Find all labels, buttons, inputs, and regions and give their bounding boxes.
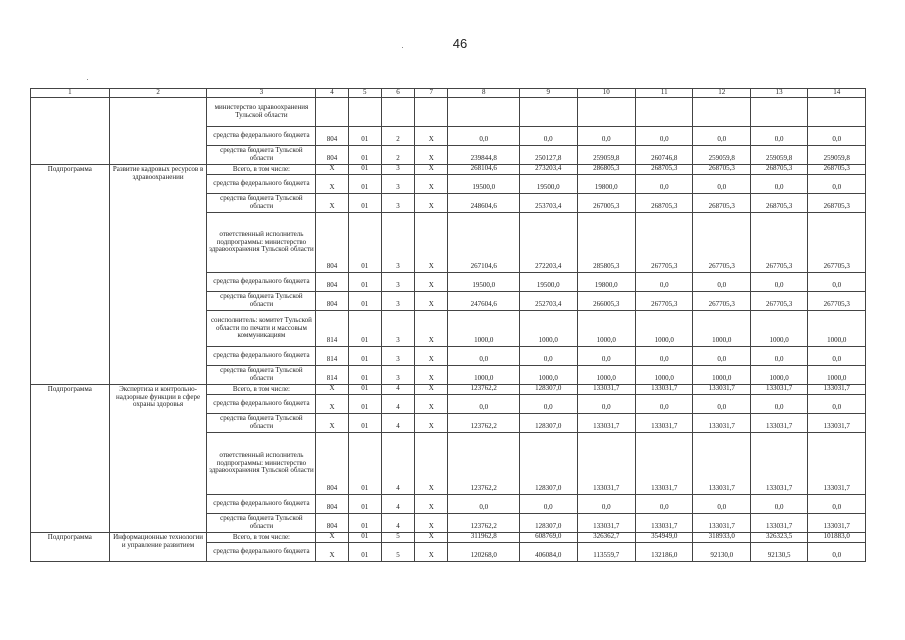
column-header: 5 <box>348 89 381 98</box>
value-cell: 133031,7 <box>693 385 750 395</box>
value-cell: Х <box>415 495 448 514</box>
value-cell: 268705,3 <box>693 165 750 175</box>
value-cell: 133031,7 <box>750 414 807 433</box>
value-cell: 0,0 <box>635 273 692 292</box>
row-label-cell: средства бюджета Тульской области <box>207 366 316 385</box>
value-cell: 804 <box>316 146 348 165</box>
value-cell: 0,0 <box>750 273 807 292</box>
value-cell: 0,0 <box>693 347 750 366</box>
value-cell: 0,0 <box>635 175 692 194</box>
row-label-cell: средства федерального бюджета <box>207 175 316 194</box>
value-cell: 1000,0 <box>808 366 866 385</box>
subprogram-name-cell: Развитие кадровых ресурсов в здравоохранении <box>109 165 207 385</box>
value-cell: 804 <box>316 213 348 273</box>
value-cell: 1000,0 <box>520 366 577 385</box>
value-cell: 2 <box>381 127 414 146</box>
value-cell: 01 <box>348 514 381 533</box>
value-cell: Х <box>316 194 348 213</box>
value-cell: 133031,7 <box>577 514 635 533</box>
row-label-cell: министерство здравоохранения Тульской области <box>207 98 316 127</box>
value-cell: Х <box>316 165 348 175</box>
value-cell: 311962,8 <box>448 533 520 543</box>
subprogram-type-cell: Подпрограмма <box>31 533 110 562</box>
value-cell: 0,0 <box>808 543 866 562</box>
row-label-cell: средства федерального бюджета <box>207 347 316 366</box>
value-cell: 267705,3 <box>808 213 866 273</box>
value-cell: 259059,8 <box>693 146 750 165</box>
value-cell: 3 <box>381 165 414 175</box>
value-cell: 123762,2 <box>448 514 520 533</box>
value-cell: 266005,3 <box>577 292 635 311</box>
value-cell: 804 <box>316 292 348 311</box>
value-cell: 01 <box>348 194 381 213</box>
value-cell: 1000,0 <box>693 311 750 347</box>
value-cell: 3 <box>381 175 414 194</box>
subprogram-name-cell: Экспертиза и контрольно-надзорные функции в сфере охраны здоровья <box>109 385 207 533</box>
value-cell: Х <box>415 292 448 311</box>
value-cell: 133031,7 <box>577 433 635 495</box>
value-cell: 0,0 <box>577 127 635 146</box>
column-header: 13 <box>750 89 807 98</box>
column-header: 2 <box>109 89 207 98</box>
value-cell: 1000,0 <box>635 366 692 385</box>
value-cell: 01 <box>348 127 381 146</box>
row-label-cell: средства федерального бюджета <box>207 127 316 146</box>
row-label-cell: средства федерального бюджета <box>207 273 316 292</box>
column-header: 7 <box>415 89 448 98</box>
value-cell: 133031,7 <box>577 414 635 433</box>
value-cell: 01 <box>348 292 381 311</box>
value-cell: Х <box>316 533 348 543</box>
value-cell: 4 <box>381 433 414 495</box>
column-header: 4 <box>316 89 348 98</box>
value-cell: 1000,0 <box>577 366 635 385</box>
value-cell: 01 <box>348 165 381 175</box>
value-cell: 0,0 <box>808 273 866 292</box>
value-cell: Х <box>415 165 448 175</box>
value-cell <box>520 98 577 127</box>
value-cell: 123762,2 <box>448 385 520 395</box>
value-cell: 259059,8 <box>808 146 866 165</box>
value-cell: 92130,5 <box>750 543 807 562</box>
column-header: 11 <box>635 89 692 98</box>
value-cell: 250127,8 <box>520 146 577 165</box>
row-label-cell: средства бюджета Тульской области <box>207 146 316 165</box>
value-cell: 01 <box>348 543 381 562</box>
value-cell <box>693 98 750 127</box>
value-cell: 0,0 <box>520 347 577 366</box>
value-cell: 285805,3 <box>577 213 635 273</box>
value-cell: 273203,4 <box>520 165 577 175</box>
value-cell: 267705,3 <box>693 213 750 273</box>
value-cell: 0,0 <box>693 127 750 146</box>
value-cell: 0,0 <box>448 127 520 146</box>
value-cell: Х <box>415 347 448 366</box>
value-cell: 1000,0 <box>750 311 807 347</box>
value-cell: 3 <box>381 366 414 385</box>
column-header: 6 <box>381 89 414 98</box>
value-cell: 0,0 <box>808 175 866 194</box>
value-cell: 133031,7 <box>808 514 866 533</box>
column-header: 8 <box>448 89 520 98</box>
value-cell: 0,0 <box>808 395 866 414</box>
subprogram-type-cell <box>31 98 110 165</box>
value-cell: Х <box>316 543 348 562</box>
value-cell <box>808 98 866 127</box>
value-cell: 0,0 <box>635 495 692 514</box>
value-cell: 0,0 <box>750 495 807 514</box>
value-cell: 267705,3 <box>750 292 807 311</box>
value-cell: 804 <box>316 433 348 495</box>
row-label-cell: Всего, в том числе: <box>207 385 316 395</box>
value-cell: Х <box>415 311 448 347</box>
value-cell: 123762,2 <box>448 433 520 495</box>
value-cell: 19800,0 <box>577 175 635 194</box>
value-cell: 268705,3 <box>693 194 750 213</box>
row-label-cell: Всего, в том числе: <box>207 165 316 175</box>
row-label-cell: средства федерального бюджета <box>207 495 316 514</box>
value-cell: 268705,3 <box>635 165 692 175</box>
value-cell: 01 <box>348 495 381 514</box>
value-cell: 804 <box>316 514 348 533</box>
table-row <box>31 165 866 175</box>
value-cell: Х <box>415 395 448 414</box>
value-cell: 01 <box>348 433 381 495</box>
value-cell: 259059,8 <box>577 146 635 165</box>
value-cell: Х <box>415 213 448 273</box>
column-header: 12 <box>693 89 750 98</box>
value-cell: 247604,6 <box>448 292 520 311</box>
value-cell: 01 <box>348 366 381 385</box>
value-cell: 0,0 <box>635 127 692 146</box>
value-cell: 128307,0 <box>520 514 577 533</box>
value-cell: 268705,3 <box>808 165 866 175</box>
value-cell: 120268,0 <box>448 543 520 562</box>
value-cell: 0,0 <box>577 347 635 366</box>
page-number: 46 <box>452 36 468 51</box>
value-cell: Х <box>415 127 448 146</box>
value-cell: 3 <box>381 347 414 366</box>
value-cell: 128307,0 <box>520 433 577 495</box>
value-cell: 3 <box>381 213 414 273</box>
column-header: 1 <box>31 89 110 98</box>
subprogram-name-cell: Информационные технологии и управление развитием <box>109 533 207 562</box>
value-cell: 268705,3 <box>635 194 692 213</box>
value-cell: 01 <box>348 414 381 433</box>
value-cell: 101883,0 <box>808 533 866 543</box>
value-cell: 1000,0 <box>693 366 750 385</box>
value-cell: 1000,0 <box>520 311 577 347</box>
value-cell: 3 <box>381 292 414 311</box>
value-cell: 267104,6 <box>448 213 520 273</box>
value-cell: 0,0 <box>448 495 520 514</box>
value-cell: 133031,7 <box>750 514 807 533</box>
value-cell: 267705,3 <box>693 292 750 311</box>
value-cell: 133031,7 <box>808 385 866 395</box>
value-cell: 804 <box>316 273 348 292</box>
value-cell: 406084,0 <box>520 543 577 562</box>
value-cell: 1000,0 <box>448 311 520 347</box>
value-cell: 0,0 <box>520 395 577 414</box>
value-cell: 259059,8 <box>750 146 807 165</box>
value-cell: 0,0 <box>808 495 866 514</box>
value-cell: 272203,4 <box>520 213 577 273</box>
column-header: 3 <box>207 89 316 98</box>
value-cell: 133031,7 <box>635 514 692 533</box>
table-body <box>31 98 866 562</box>
value-cell: 01 <box>348 311 381 347</box>
value-cell: 814 <box>316 311 348 347</box>
value-cell <box>348 98 381 127</box>
value-cell: 268104,6 <box>448 165 520 175</box>
value-cell: 4 <box>381 395 414 414</box>
value-cell: 92130,0 <box>693 543 750 562</box>
value-cell: 252703,4 <box>520 292 577 311</box>
value-cell: 01 <box>348 385 381 395</box>
value-cell: 0,0 <box>693 175 750 194</box>
row-label-cell: средства бюджета Тульской области <box>207 414 316 433</box>
value-cell: 01 <box>348 395 381 414</box>
value-cell: 01 <box>348 146 381 165</box>
value-cell: 1000,0 <box>577 311 635 347</box>
subprogram-type-cell: Подпрограмма <box>31 385 110 533</box>
value-cell: 286805,3 <box>577 165 635 175</box>
value-cell: 0,0 <box>750 347 807 366</box>
value-cell: 268705,3 <box>808 194 866 213</box>
value-cell: 133031,7 <box>808 414 866 433</box>
row-label-cell: ответственный исполнитель подпрограммы: министерство здравоохранения Тульской области <box>207 213 316 273</box>
value-cell: 1000,0 <box>808 311 866 347</box>
value-cell: 0,0 <box>808 347 866 366</box>
value-cell: 133031,7 <box>750 385 807 395</box>
value-cell: 5 <box>381 533 414 543</box>
header-row <box>31 89 866 98</box>
row-label-cell: Всего, в том числе: <box>207 533 316 543</box>
value-cell: 3 <box>381 273 414 292</box>
value-cell: 267705,3 <box>808 292 866 311</box>
value-cell: 318933,0 <box>693 533 750 543</box>
value-cell: 1000,0 <box>750 366 807 385</box>
value-cell <box>381 98 414 127</box>
value-cell: 133031,7 <box>750 433 807 495</box>
value-cell: 3 <box>381 194 414 213</box>
value-cell <box>316 98 348 127</box>
value-cell: 4 <box>381 495 414 514</box>
value-cell: 0,0 <box>635 395 692 414</box>
value-cell: 0,0 <box>520 127 577 146</box>
value-cell: 19500,0 <box>448 273 520 292</box>
value-cell: 267705,3 <box>635 292 692 311</box>
value-cell: Х <box>415 514 448 533</box>
value-cell: 0,0 <box>750 127 807 146</box>
value-cell: 0,0 <box>577 495 635 514</box>
value-cell: 814 <box>316 347 348 366</box>
value-cell: 01 <box>348 347 381 366</box>
value-cell: 0,0 <box>693 395 750 414</box>
row-label-cell: средства федерального бюджета <box>207 543 316 562</box>
value-cell: Х <box>415 533 448 543</box>
value-cell: 19500,0 <box>448 175 520 194</box>
value-cell: 0,0 <box>448 347 520 366</box>
row-label-cell: средства бюджета Тульской области <box>207 292 316 311</box>
value-cell: 268705,3 <box>750 194 807 213</box>
value-cell: 132186,0 <box>635 543 692 562</box>
value-cell: 133031,7 <box>635 414 692 433</box>
row-label-cell: средства бюджета Тульской области <box>207 514 316 533</box>
value-cell: 133031,7 <box>808 433 866 495</box>
value-cell: 0,0 <box>693 273 750 292</box>
value-cell: 123762,2 <box>448 414 520 433</box>
value-cell: 0,0 <box>448 395 520 414</box>
row-label-cell: средства федерального бюджета <box>207 395 316 414</box>
value-cell: 133031,7 <box>693 514 750 533</box>
value-cell: 0,0 <box>750 175 807 194</box>
value-cell: 133031,7 <box>693 414 750 433</box>
value-cell: Х <box>415 146 448 165</box>
value-cell: 267705,3 <box>750 213 807 273</box>
value-cell: Х <box>415 273 448 292</box>
value-cell: 0,0 <box>635 347 692 366</box>
value-cell: 239844,8 <box>448 146 520 165</box>
row-label-cell: средства бюджета Тульской области <box>207 194 316 213</box>
value-cell: Х <box>415 433 448 495</box>
value-cell: 2 <box>381 146 414 165</box>
table-row <box>31 385 866 395</box>
value-cell: 268705,3 <box>750 165 807 175</box>
table-row <box>31 533 866 543</box>
value-cell: 01 <box>348 213 381 273</box>
subprogram-name-cell <box>109 98 207 165</box>
column-header: 14 <box>808 89 866 98</box>
value-cell: 0,0 <box>520 495 577 514</box>
column-header: 9 <box>520 89 577 98</box>
value-cell <box>750 98 807 127</box>
value-cell: 804 <box>316 495 348 514</box>
value-cell: 128307,0 <box>520 385 577 395</box>
value-cell: 5 <box>381 543 414 562</box>
value-cell: Х <box>415 385 448 395</box>
value-cell: 19500,0 <box>520 175 577 194</box>
column-header: 10 <box>577 89 635 98</box>
value-cell: 608769,0 <box>520 533 577 543</box>
value-cell: 0,0 <box>577 395 635 414</box>
value-cell: Х <box>415 194 448 213</box>
value-cell: 133031,7 <box>693 433 750 495</box>
value-cell: 1000,0 <box>448 366 520 385</box>
value-cell: 128307,0 <box>520 414 577 433</box>
value-cell: Х <box>316 414 348 433</box>
value-cell: 326323,5 <box>750 533 807 543</box>
value-cell: 248604,6 <box>448 194 520 213</box>
value-cell <box>448 98 520 127</box>
value-cell: 133031,7 <box>635 433 692 495</box>
budget-table <box>30 88 866 562</box>
value-cell: 133031,7 <box>635 385 692 395</box>
value-cell <box>577 98 635 127</box>
value-cell: 267005,3 <box>577 194 635 213</box>
value-cell: Х <box>316 175 348 194</box>
value-cell: 19500,0 <box>520 273 577 292</box>
value-cell: 01 <box>348 273 381 292</box>
value-cell <box>415 98 448 127</box>
value-cell <box>635 98 692 127</box>
value-cell: Х <box>316 385 348 395</box>
table-row <box>31 98 866 127</box>
value-cell: Х <box>415 414 448 433</box>
value-cell: 804 <box>316 127 348 146</box>
value-cell: 0,0 <box>693 495 750 514</box>
row-label-cell: соисполнитель: комитет Тульской области по печати и массовым коммуникациям <box>207 311 316 347</box>
value-cell: Х <box>316 395 348 414</box>
value-cell: 4 <box>381 414 414 433</box>
value-cell: 4 <box>381 385 414 395</box>
value-cell: 1000,0 <box>635 311 692 347</box>
value-cell: Х <box>415 366 448 385</box>
value-cell: Х <box>415 175 448 194</box>
value-cell: 113559,7 <box>577 543 635 562</box>
value-cell: 01 <box>348 533 381 543</box>
value-cell: Х <box>415 543 448 562</box>
value-cell: 267705,3 <box>635 213 692 273</box>
value-cell: 814 <box>316 366 348 385</box>
value-cell: 260746,8 <box>635 146 692 165</box>
value-cell: 0,0 <box>808 127 866 146</box>
value-cell: 0,0 <box>750 395 807 414</box>
value-cell: 01 <box>348 175 381 194</box>
value-cell: 19800,0 <box>577 273 635 292</box>
value-cell: 253703,4 <box>520 194 577 213</box>
subprogram-type-cell: Подпрограмма <box>31 165 110 385</box>
value-cell: 326362,7 <box>577 533 635 543</box>
value-cell: 133031,7 <box>577 385 635 395</box>
row-label-cell: ответственный исполнитель подпрограммы: министерство здравоохранения Тульской области <box>207 433 316 495</box>
value-cell: 3 <box>381 311 414 347</box>
value-cell: 4 <box>381 514 414 533</box>
value-cell: 354949,0 <box>635 533 692 543</box>
